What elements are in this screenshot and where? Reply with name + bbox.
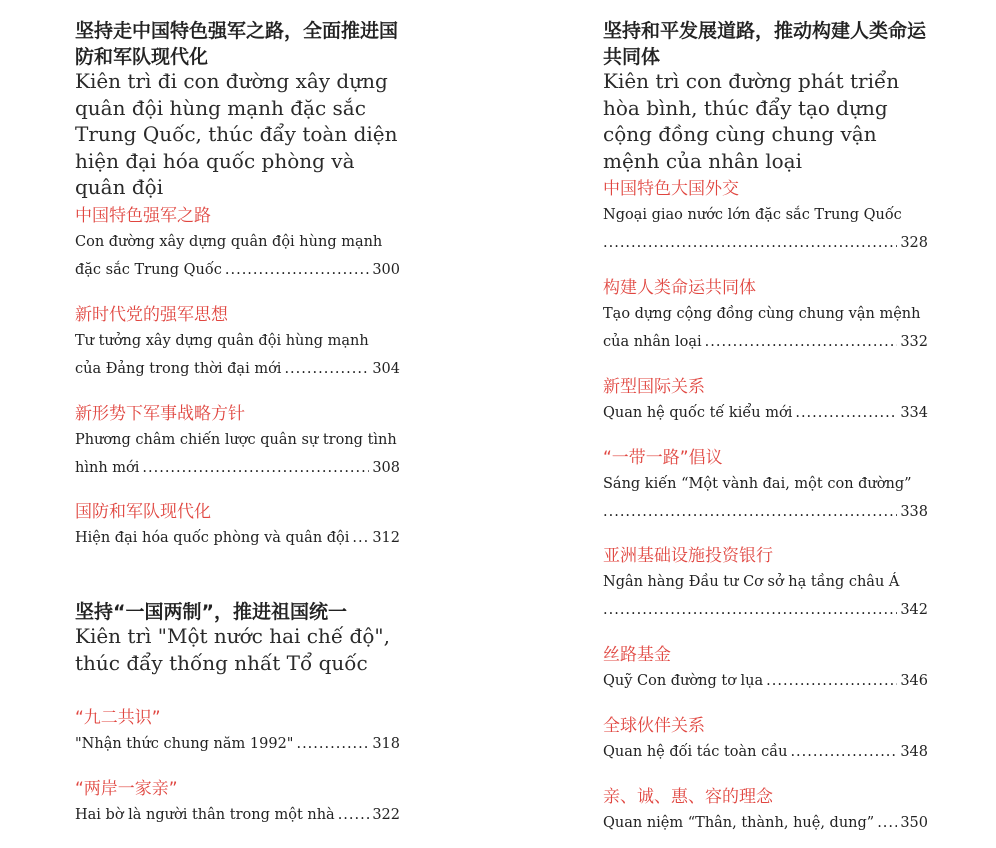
entry-vietnamese-line: Tư tưởng xây dựng quân đội hùng mạnh — [75, 333, 369, 349]
toc-entry[interactable] — [603, 375, 928, 427]
entry-chinese-title: 亲、诚、惠、容的理念 — [603, 787, 773, 807]
page-number: 328 — [900, 235, 928, 251]
entry-chinese-title: 新形势下军事战略方针 — [75, 404, 245, 424]
entry-leader-line — [603, 667, 928, 695]
dot-leader — [877, 809, 897, 837]
entry-leader-line — [603, 399, 928, 427]
page-number: 346 — [900, 673, 928, 689]
toc-entry[interactable] — [75, 777, 400, 829]
vietnamese-section-title: Kiên trì "Một nước hai chế độ", thúc đẩy thống nhất Tổ quốc — [75, 624, 390, 675]
toc-entry[interactable] — [75, 303, 400, 383]
page-number: 300 — [372, 262, 400, 278]
page-number: 332 — [900, 334, 928, 350]
page-number: 312 — [372, 530, 400, 546]
dot-leader — [705, 328, 898, 356]
page-number: 348 — [900, 744, 928, 760]
toc-entry[interactable] — [75, 706, 400, 758]
dot-leader — [142, 454, 369, 482]
entry-vietnamese-title: Quỹ Con đường tơ lụa — [603, 673, 764, 689]
entry-chinese-title: “一带一路”倡议 — [603, 448, 723, 468]
entry-vietnamese-title: Hai bờ là người thân trong một nhà — [75, 807, 335, 823]
chinese-section-title: 坚持和平发展道路，推动构建人类命运共同体 — [603, 20, 927, 68]
entry-vietnamese-title: Quan hệ đối tác toàn cầu — [603, 744, 788, 760]
vietnamese-section-title: Kiên trì đi con đường xây dựng quân đội hùng mạnh đặc sắc Trung Quốc, thúc đẩy toàn diện hiện đại hóa quốc phòng và quân đội — [75, 69, 398, 199]
page-number: 334 — [900, 405, 928, 421]
entry-leader-line — [75, 454, 400, 482]
page-number: 318 — [372, 736, 400, 752]
entry-vietnamese-title: đặc sắc Trung Quốc — [75, 262, 222, 278]
entry-vietnamese-title: "Nhận thức chung năm 1992" — [75, 736, 294, 752]
dot-leader — [766, 667, 897, 695]
entry-chinese-title: 亚洲基础设施投资银行 — [603, 546, 773, 566]
dot-leader — [296, 730, 369, 758]
entry-chinese-title: 新型国际关系 — [603, 377, 705, 397]
toc-entry[interactable] — [75, 204, 400, 284]
vietnamese-section-title: Kiên trì con đường phát triển hòa bình, thúc đẩy tạo dựng cộng đồng cùng chung vận mệnh của nhân loại — [603, 69, 900, 173]
dot-leader — [603, 596, 897, 624]
entry-leader-line — [75, 801, 400, 829]
entry-chinese-title: 全球伙伴关系 — [603, 716, 705, 736]
entry-vietnamese-title: của Đảng trong thời đại mới — [75, 361, 282, 377]
entry-chinese-title: “九二共识” — [75, 708, 161, 728]
dot-leader — [603, 498, 897, 526]
entry-vietnamese-title: của nhân loại — [603, 334, 702, 350]
dot-leader — [338, 801, 370, 829]
entry-vietnamese-title: Quan niệm “Thân, thành, huệ, dung” — [603, 815, 875, 831]
entry-vietnamese-line: Sáng kiến “Một vành đai, một con đường” — [603, 476, 912, 492]
section-heading — [75, 18, 400, 201]
dot-leader — [790, 738, 897, 766]
entry-leader-line — [603, 809, 928, 837]
dot-leader — [225, 256, 369, 284]
entry-vietnamese-line: Ngoại giao nước lớn đặc sắc Trung Quốc — [603, 207, 902, 223]
dot-leader — [603, 229, 897, 257]
toc-entry[interactable] — [603, 714, 928, 766]
entry-leader-line — [75, 256, 400, 284]
entry-leader-line — [603, 328, 928, 356]
entry-leader-line — [75, 355, 400, 383]
entry-vietnamese-title: hình mới — [75, 460, 140, 476]
toc-entry[interactable] — [75, 500, 400, 552]
entry-leader-line — [603, 738, 928, 766]
entry-chinese-title: 国防和军队现代化 — [75, 502, 211, 522]
entry-vietnamese-line: Con đường xây dựng quân đội hùng mạnh — [75, 234, 383, 250]
entry-vietnamese-line: Ngân hàng Đầu tư Cơ sở hạ tầng châu Á — [603, 574, 900, 590]
dot-leader — [352, 524, 369, 552]
page-number: 308 — [372, 460, 400, 476]
entry-chinese-title: 中国特色大国外交 — [603, 179, 739, 199]
page-number: 322 — [372, 807, 400, 823]
entry-chinese-title: 构建人类命运共同体 — [603, 278, 756, 298]
entry-chinese-title: “两岸一家亲” — [75, 779, 178, 799]
toc-entry[interactable] — [603, 276, 928, 356]
toc-entry[interactable] — [603, 785, 928, 837]
entry-chinese-title: 丝路基金 — [603, 645, 671, 665]
toc-entry[interactable] — [603, 446, 928, 526]
entry-leader-line — [603, 596, 928, 624]
entry-vietnamese-title: Hiện đại hóa quốc phòng và quân đội — [75, 530, 350, 546]
section-heading — [75, 599, 400, 676]
dot-leader — [284, 355, 369, 383]
entry-vietnamese-title: Quan hệ quốc tế kiểu mới — [603, 405, 793, 421]
toc-entry[interactable] — [75, 402, 400, 482]
toc-entry[interactable] — [603, 177, 928, 257]
page-number: 338 — [900, 504, 928, 520]
entry-vietnamese-line: Phương châm chiến lược quân sự trong tình — [75, 432, 397, 448]
page-number: 350 — [900, 815, 928, 831]
toc-entry[interactable] — [603, 544, 928, 624]
section-heading — [603, 18, 928, 174]
entry-leader-line — [603, 229, 928, 257]
dot-leader — [795, 399, 897, 427]
entry-chinese-title: 新时代党的强军思想 — [75, 305, 228, 325]
chinese-section-title: 坚持走中国特色强军之路，全面推进国防和军队现代化 — [75, 20, 399, 68]
chinese-section-title: 坚持“一国两制”，推进祖国统一 — [75, 601, 347, 623]
entry-chinese-title: 中国特色强军之路 — [75, 206, 211, 226]
entry-leader-line — [75, 524, 400, 552]
page-number: 342 — [900, 602, 928, 618]
toc-entry[interactable] — [603, 643, 928, 695]
page-number: 304 — [372, 361, 400, 377]
entry-leader-line — [75, 730, 400, 758]
entry-vietnamese-line: Tạo dựng cộng đồng cùng chung vận mệnh — [603, 306, 921, 322]
entry-leader-line — [603, 498, 928, 526]
